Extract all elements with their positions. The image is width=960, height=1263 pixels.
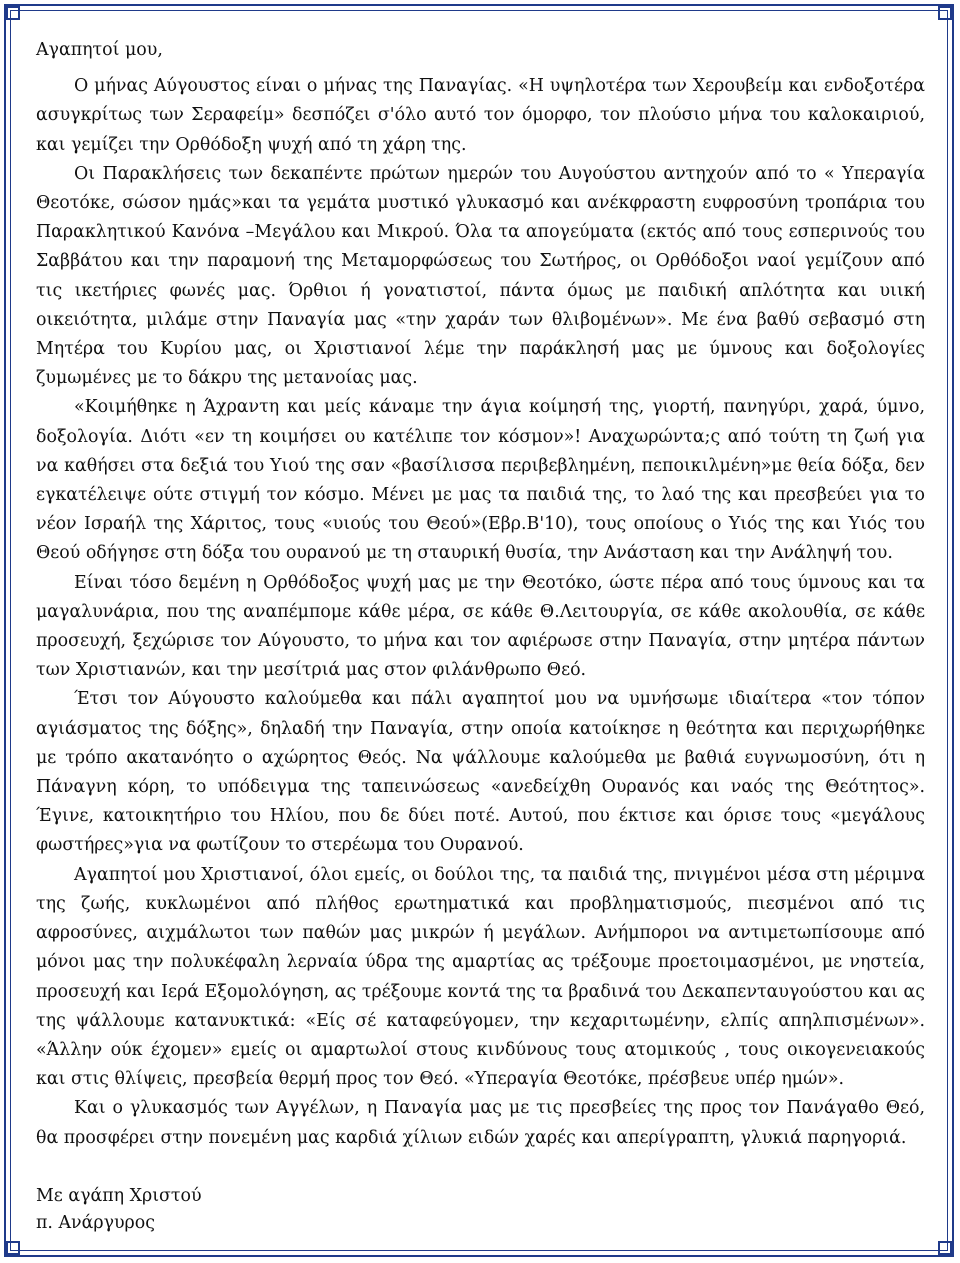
- paragraph-6: Αγαπητοί μου Χριστιανοί, όλοι εμείς, οι δούλοι της, τα παιδιά της, πνιγμένοι μέσα στη μέριμνα της ζωής, κυκλωμένοι από πλήθος ερωτηματικά και προβληματισμούς, πιεσμένοι από τις αφροσύνες, αιχμάλωτοι των παθών μας μικρών ή μεγάλων. Ανήμποροι να αντιμετωπίσουμε από μόνοι μας την πολυκέφαλη λερναία ύδρα της αμαρτίας ας τρέξουμε προετοιμασμένοι, με νηστεία, προσευχή και Ιερά Εξομολόγηση, ας τρέξουμε κοντά της τα βραδινά του Δεκαπενταυγούστου και ας της ψάλλουμε κατανυκτικά: «Είς σέ καταφεύγομεν, την κεχαριτωμένην, ελπίς απηλπισμένων». «Άλλην ούκ έχομεν» εμείς οι αμαρτωλοί στους κινδύνους τους ατομικούς , τους οικογενειακούς και στις θλίψεις, πρεσβεία θερμή προς τον Θεό. «Υπεραγία Θεοτόκε, πρέσβευε υπέρ ημών».: [36, 864, 925, 1090]
- paragraph-7: Και ο γλυκασμός των Αγγέλων, η Παναγία μας με τις πρεσβείες της προς τον Πανάγαθο Θεό, θα προσφέρει στην πονεμένη μας καρδιά χίλιων ειδών χαρές και απερίγραπτη, γλυκιά παρηγοριά.: [36, 1098, 925, 1148]
- signature: π. Ανάργυρος: [36, 1212, 155, 1233]
- paragraph-1: Ο μήνας Αύγουστος είναι ο μήνας της Παναγίας. «Η υψηλοτέρα των Χερουβείμ και ενδοξοτέρα ασυγκρίτως των Σεραφείμ» δεσπόζει σ'όλο αυτό τον όμορφο, τον πλούσιο μήνα του καλοκαιριού, και γεμίζει την Ορθόδοξη ψυχή από τη χάρη της.: [36, 76, 925, 155]
- letter-body: [36, 36, 925, 1237]
- paragraph-4: Είναι τόσο δεμένη η Ορθόδοξος ψυχή μας με την Θεοτόκο, ώστε πέρα από τους ύμνους και τα μαγαλυνάρια, που της αναπέμπομε κάθε μέρα, σε κάθε Θ.Λειτουργία, σε κάθε ακολουθία, σε κάθε προσευχή, ξεχώρισε τον Αύγουστο, το μήνα και τον αφιέρωσε στην Παναγία, στην μητέρα πάντων των Χριστιανών, και την μεσίτριά μας στον φιλάνθρωπο Θεό.: [36, 572, 925, 681]
- closing-block: [36, 1183, 925, 1237]
- paragraph-5: Έτσι τον Αύγουστο καλούμεθα και πάλι αγαπητοί μου να υμνήσωμε ιδιαίτερα «τον τόπον αγιάσματος της δόξης», δηλαδή την Παναγία, στην οποία κατοίκησε η θεότητα και περιχωρήθηκε με τρόπο ακατανόητο ο αχώρητος Θεός. Να ψάλλουμε καλούμεθα με βαθιά ευγνωμοσύνη, ότι η Πάναγνη κόρη, το υπόδειγμα της ταπεινώσεως «ανεδείχθη Ουρανός και ναός της Θεότητος». Έγινε, κατοικητήριο του Ηλίου, που δε δύει ποτέ. Αυτού, που έκτισε και όρισε τους «μεγάλους φωστήρες»για να φωτίζουν το στερέωμα του Ουρανού.: [36, 689, 925, 856]
- paragraph-3: «Κοιμήθηκε η Άχραντη και μείς κάναμε την άγια κοίμησή της, γιορτή, πανηγύρι, χαρά, ύμνο, δοξολογία. Διότι «εν τη κοιμήσει ου κατέλιπε τον κόσμον»! Αναχωρώντα;ς από τούτη τη ζωή για να καθήσει στα δεξιά του Υιού της σαν «βασίλισσα περιβεβλημένη, πεποικιλμένη»με θεία δόξα, δεν εγκατέλειψε ούτε στιγμή τον κόσμο. Μένει με μας τα παιδιά της, το λαό της και πρεσβεύει για το νέον Ισραήλ της Χάριτος, τους «υιούς του Θεού»(Εβρ.Β'10), τους οποίους ο Υιός της και Υιός του Θεού οδήγησε στη δόξα του ουρανού με τη σταυρική θυσία, την Ανάσταση και την Ανάληψή του.: [36, 397, 925, 564]
- closing-line: Με αγάπη Χριστού: [36, 1185, 202, 1206]
- salutation: Αγαπητοί μου,: [36, 40, 163, 60]
- paragraph-2: Οι Παρακλήσεις των δεκαπέντε πρώτων ημερών του Αυγούστου αντηχούν από το « Υπεραγία Θεοτόκε, σώσον ημάς»και τα γεμάτα μυστικό γλυκασμό και ανέκφραστη ευφροσύνη τροπάρια του Παρακλητικού Κανόνα –Μεγάλου και Μικρού. Όλα τα απογεύματα (εκτός από τους εσπερινούς του Σαββάτου και την παραμονή της Μεταμορφώσεως του Σωτήρος, οι Ορθόδοξοι ναοί γεμίζουν από τις ικετήριες φωνές μας. Όρθιοι ή γονατιστοί, πάντα όμως με παιδική απλότητα και υιική οικειότητα, μιλάμε στην Παναγία μας «την χαράν των θλιβομένων». Με ένα βαθύ σεβασμό στη Μητέρα του Κυρίου μας, οι Χριστιανοί λέμε την παράκλησή μας με ύμνους και δοξολογίες ζυμωμένες με το δάκρυ της μετανοίας μας.: [36, 163, 925, 389]
